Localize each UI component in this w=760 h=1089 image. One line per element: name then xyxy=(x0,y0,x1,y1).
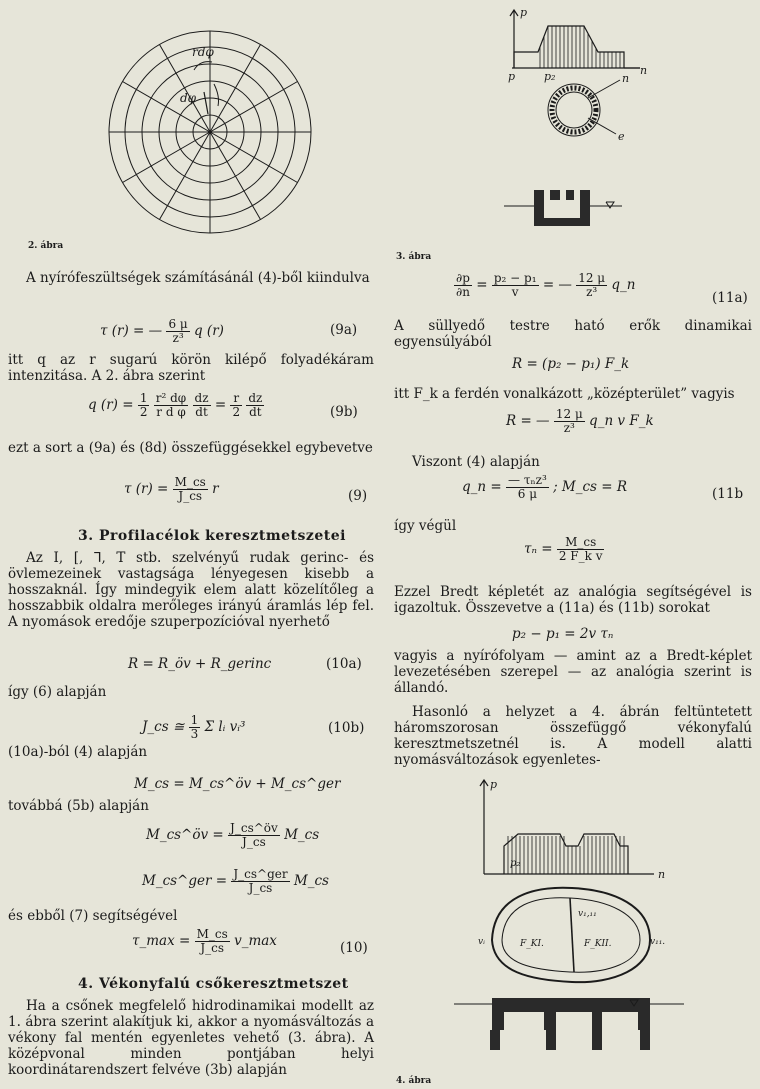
figure-4-pressure-diagram xyxy=(454,776,694,1076)
figure-4-caption: 4. ábra xyxy=(396,1076,432,1086)
fig4-label-fki: F_KI. xyxy=(520,939,544,949)
fig3-label-p1: p xyxy=(508,70,516,83)
fig4-label-vill: v₁,₁₁ xyxy=(578,909,597,919)
left-para-5: így (6) alapján xyxy=(8,684,107,700)
equation-10b: J_cs ≅ $\frac{1}{3}$ Σ lᵢ vᵢ³ xyxy=(142,713,246,741)
figure-3-pressure-diagram xyxy=(504,6,674,246)
left-para-1: A nyírófeszültségek számításánál (4)-ből kiindulva xyxy=(26,270,370,286)
left-para-4: Az I, [, ⅂, T stb. szelvényű rudak gerinc- és övlemezeinek vastagsága lényegesen kisebb a hosszaknál. Így mindegyik elem alatt közelítőleg a hosszabbik oldalra merőleges irányú áramlás lép fel. A nyomások eredője szuperpozícióval nyerhető xyxy=(8,550,374,630)
right-para-2: itt F_k a ferdén vonalkázott „középterület” vagyis xyxy=(394,386,735,402)
equation-10: τ_max = $\frac{M\_cs}{J\_cs}$ v_max xyxy=(132,927,277,955)
right-para-3: Viszont (4) alapján xyxy=(412,454,540,470)
equation-R: R = (p₂ − p₁) F_k xyxy=(512,356,630,372)
fig4-label-p2: p₂ xyxy=(510,858,521,869)
equation-9a xyxy=(100,318,224,345)
figure-2-caption: 2. ábra xyxy=(28,241,64,251)
section-4-heading: 4. Vékonyfalú csőkeresztmetszet xyxy=(78,976,349,992)
figure-2-polar-grid xyxy=(100,22,320,242)
fig2-label-rdphi: rdφ xyxy=(192,45,214,59)
equation-mov: M_cs^öv = $\frac{J\_cs\^{}öv}{J\_cs}$ M_cs xyxy=(146,821,320,849)
left-para-7: továbbá (5b) alapján xyxy=(8,798,149,814)
left-para-9: Ha a csőnek megfelelő hidrodinamikai modellt az 1. ábra szerint alakítjuk ki, akkor a nyomásváltozás a vékony fal mentén egyenletes vehető (3. ábra). A középvonal minden pontjában helyi koordinátarendszert felvéve (3b) alapján xyxy=(8,998,374,1078)
figure-3-caption: 3. ábra xyxy=(396,252,432,262)
eq9a-rhs: q (r) xyxy=(194,323,224,339)
fig2-label-dphi: dφ xyxy=(180,91,197,105)
section-3-heading: 3. Profilacélok keresztmetszetei xyxy=(78,528,346,544)
equation-11a: $\frac{\partial p}{\partial n}$ = $\frac{\text{p₂ − p₁}}{v}$ = — $\frac{12 \mu}{\text{z³}}$ q_n xyxy=(456,271,636,299)
equation-11b: q_n = $\frac{\text{— τₙz³}}{6 \mu}$ ; M_cs = R xyxy=(462,473,628,501)
right-para-5: Ezzel Bredt képletét az analógia segítségével is igazoltuk. Összevetve a (11a) és (11b) sorokat xyxy=(394,584,752,616)
eq9a-fraction: $\frac{6 \mu}{\text{z³}}$ xyxy=(168,317,188,345)
right-para-4: így végül xyxy=(394,518,457,534)
equation-R2: R = — $\frac{12 \mu}{\text{z³}}$ q_n v F_k xyxy=(506,407,654,435)
right-para-7: Hasonló a helyzet a 4. ábrán feltüntetett háromszorosan összefüggő vékonyfalú keresztmetszetnél is. A modell alatti nyomásváltozások egyenletes- xyxy=(394,704,752,768)
equation-10a: R = R_öv + R_gerinc xyxy=(128,656,272,672)
equation-9b: q (r) = $\frac{1}{2}$ $\frac{\text{r² dφ}}{\text{r d φ}}$ $\frac{dz}{dt}$ = $\frac{r}{2}$ $\frac{dz}{dt}$ xyxy=(88,391,263,419)
equation-mger: M_cs^ger = $\frac{\text{J\_cs\textasciicircum{}ger}}{J\_cs}$ M_cs xyxy=(142,867,329,895)
left-para-3: ezt a sort a (9a) és (8d) összefüggésekkel egybevetve xyxy=(8,440,373,456)
right-para-6: vagyis a nyírófolyam — amint az a Bredt-képlet levezetésében szerepel — az analógia szerint is állandó. xyxy=(394,648,752,696)
fig3-label-e: e xyxy=(618,130,625,143)
eq9-number: (9) xyxy=(348,488,368,504)
fig4-label-fkii: F_KII. xyxy=(584,939,612,949)
eq9a-lhs: τ (r) = — xyxy=(100,323,163,339)
equation-9: τ (r) = $\frac{M\_cs}{J\_cs}$ r xyxy=(124,475,219,503)
eq9a-number: (9a) xyxy=(330,322,358,338)
fig3-label-n1: n xyxy=(622,72,630,85)
fig4-label-vi: vᵢ xyxy=(478,937,485,947)
left-para-8: és ebből (7) segítségével xyxy=(8,908,178,924)
fig3-label-p: p xyxy=(520,6,528,19)
eq11b-number: (11b xyxy=(712,486,744,502)
fig4-label-vii: v₁₁. xyxy=(650,937,666,947)
equation-mcs: M_cs = M_cs^öv + M_cs^ger xyxy=(134,776,341,792)
eq9b-lhs: q (r) = xyxy=(88,397,134,413)
right-para-1: A süllyedő testre ható erők dinamikai egyensúlyából xyxy=(394,318,752,350)
equation-tau: τₙ = $\frac{M\_cs}{\text{2 F\_k v}}$ xyxy=(524,535,603,563)
fig4-label-n: n xyxy=(658,868,666,881)
fig3-label-n2: n xyxy=(640,64,648,77)
eq10b-number: (10b) xyxy=(328,720,365,736)
eq10a-number: (10a) xyxy=(326,656,362,672)
left-para-6: (10a)-ból (4) alapján xyxy=(8,744,148,760)
eq9b-number: (9b) xyxy=(330,404,358,420)
eq10-number: (10) xyxy=(340,940,368,956)
fig3-label-p2: p₂ xyxy=(544,70,556,83)
fig4-label-p: p xyxy=(490,778,498,791)
eq11a-number: (11a) xyxy=(712,290,748,306)
left-para-2: itt q az r sugarú körön kilépő folyadékáram intenzitása. A 2. ábra szerint xyxy=(8,352,374,384)
equation-p: p₂ − p₁ = 2v τₙ xyxy=(512,626,614,642)
